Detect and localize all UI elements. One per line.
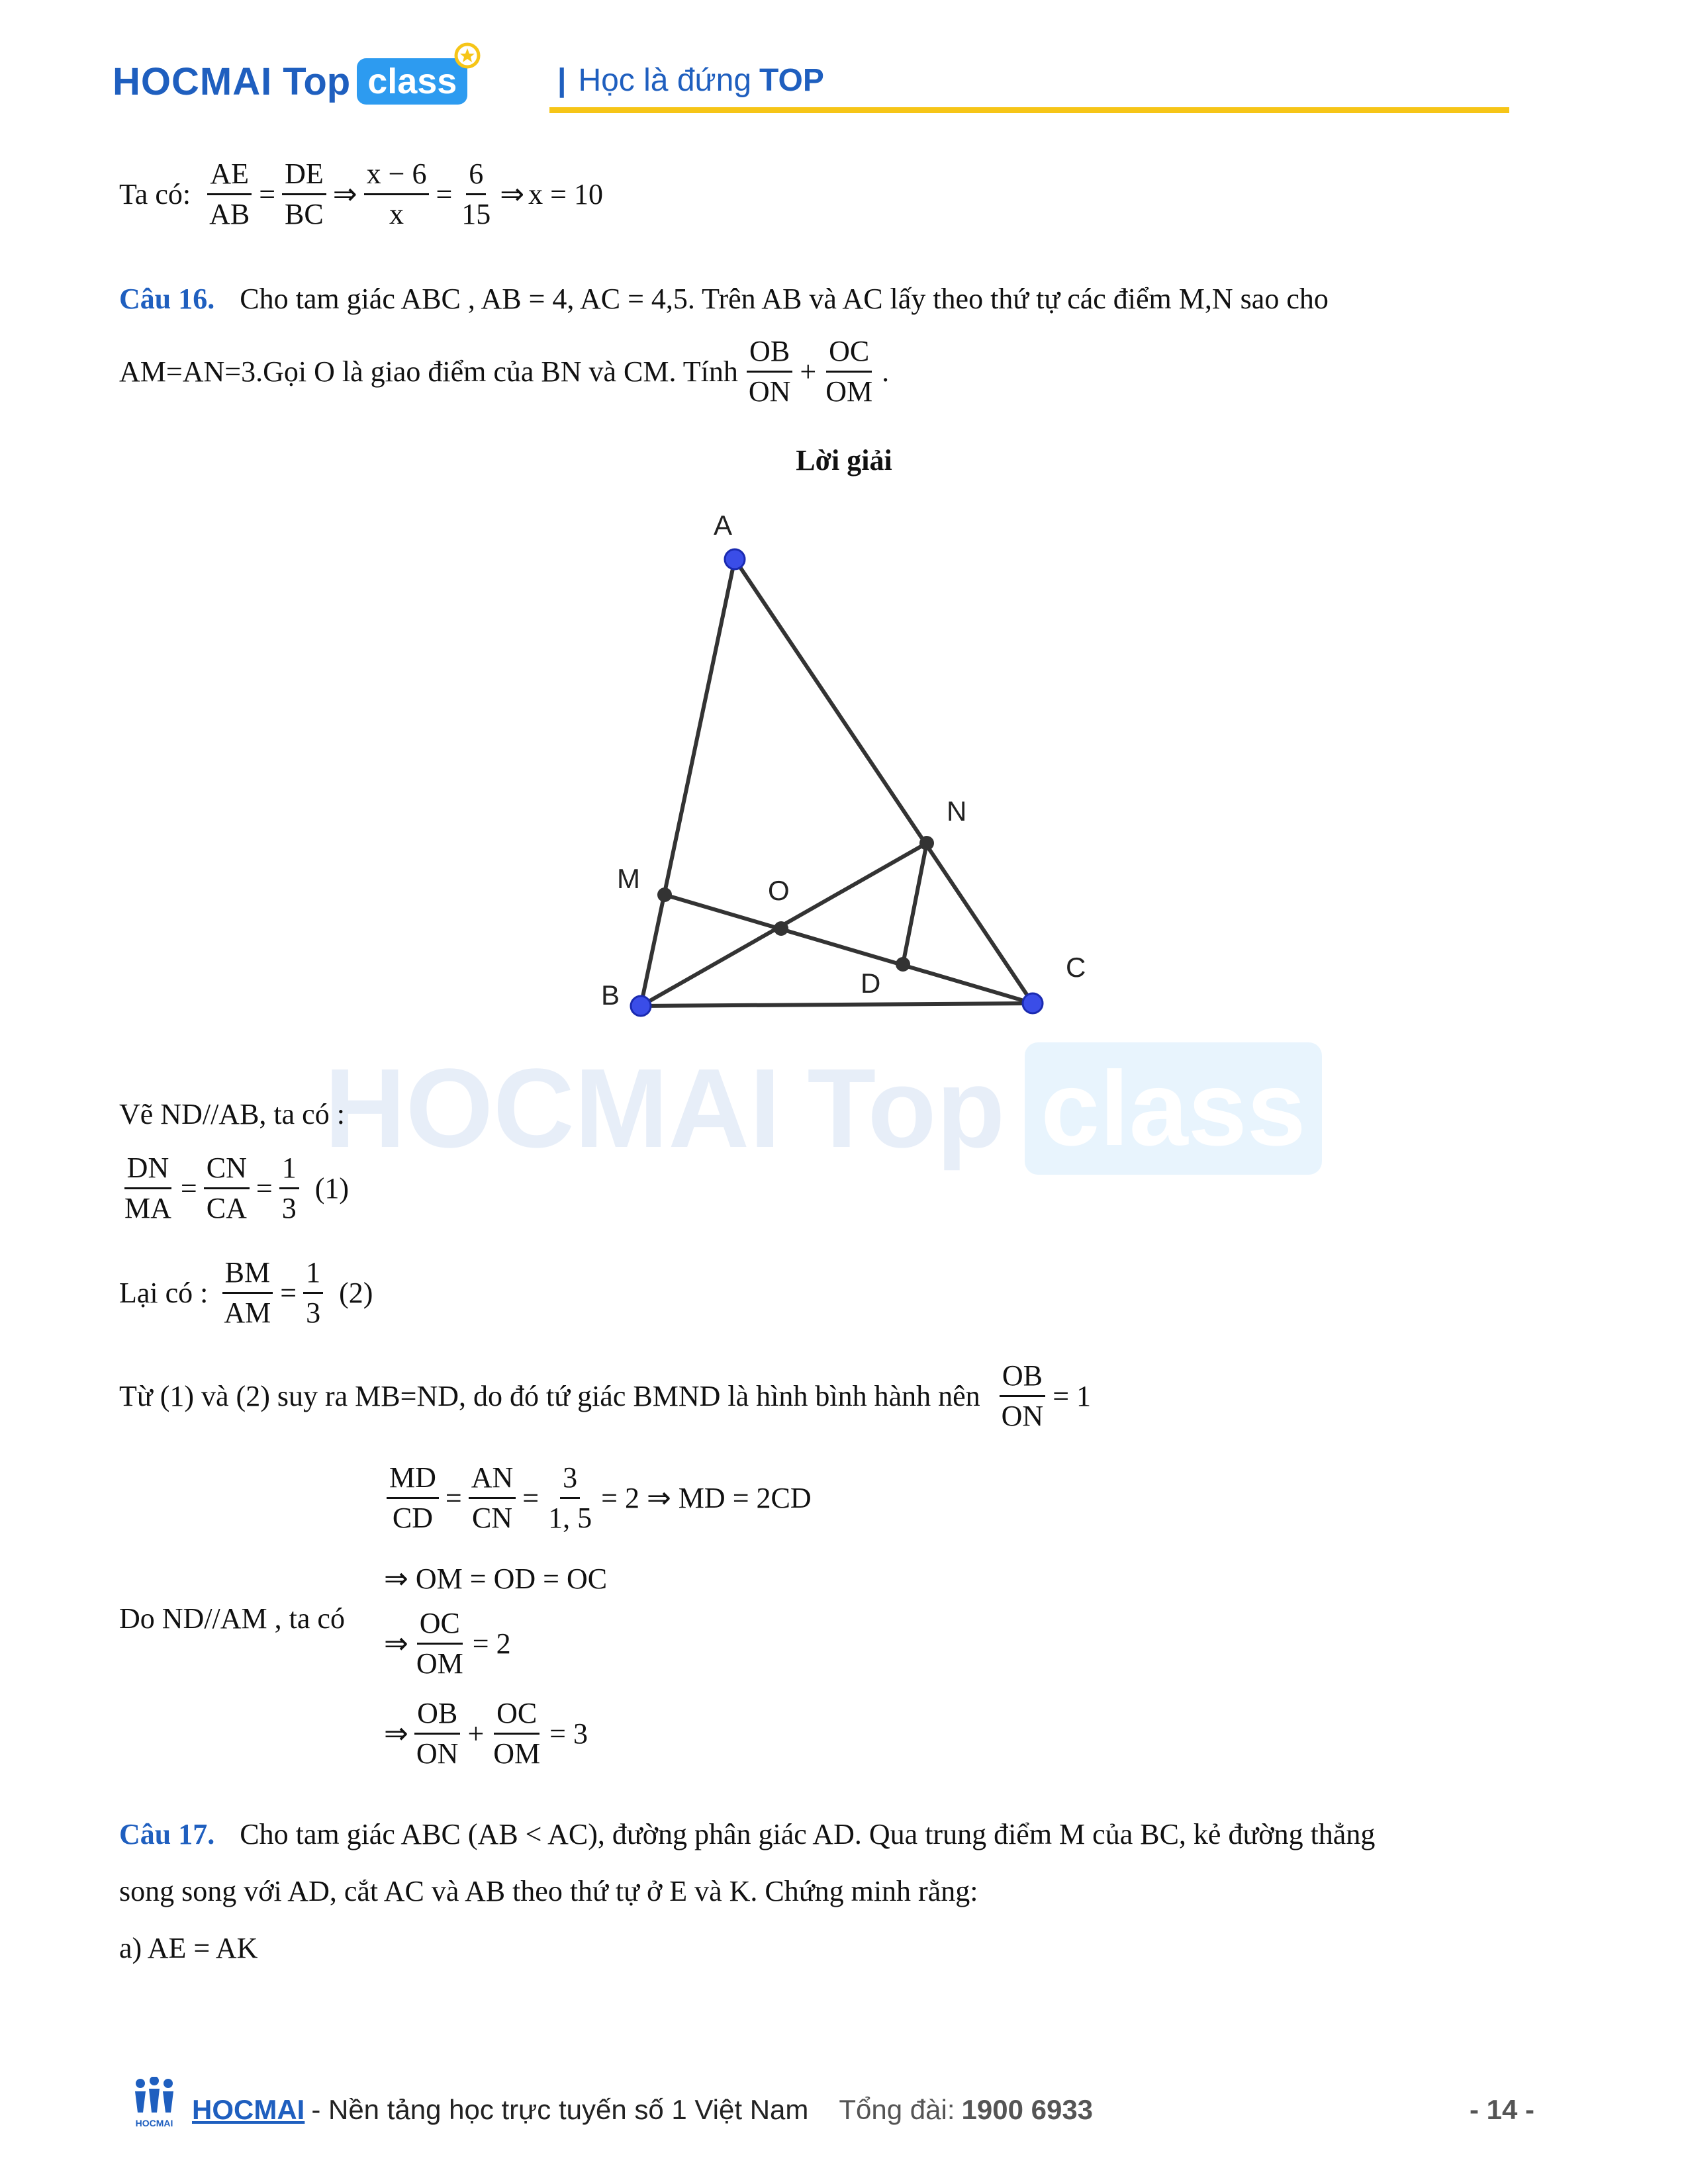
label-b: B [601,979,620,1011]
fraction: $\frac{OB}{ON}$ [414,1697,461,1770]
segment-nd [903,843,927,964]
logo-top: Top [283,60,351,103]
point-d [896,957,910,972]
footer-logo [131,2077,177,2130]
label-c: C [1066,952,1086,983]
label-o: O [768,875,790,906]
fraction: $\frac{DE}{BC}$ [282,158,326,231]
star-icon [453,41,482,70]
step-4: ⇒ $\frac{OB}{ON}$ + $\frac{OC}{OM}$ = 3 [384,1697,588,1770]
fraction: $\frac{OC}{OM}$ [416,1607,463,1680]
header-accent-line [549,107,1509,113]
logo-class: class [367,62,457,101]
do-line: Do ND//AM , ta có [119,1602,345,1635]
step-2: ⇒ OM = OD = OC [384,1563,608,1595]
fraction: $\frac{DN}{MA}$ [124,1152,171,1224]
fraction: $\frac{1}{3}$ [303,1256,323,1330]
step-3: ⇒ $\frac{OC}{OM}$ = 2 [384,1607,511,1680]
slogan-text: Học là đứng [578,62,752,98]
footer-brand-link[interactable]: HOCMAI [192,2094,305,2125]
hocmai-people-icon [131,2077,177,2114]
fraction: $\frac{AN}{CN}$ [469,1461,516,1535]
fraction: $\frac{OC}{OM}$ [493,1697,541,1770]
footer-logo-text: HOCMAI [135,2118,173,2128]
fraction: $\frac{BM}{AM}$ [221,1256,273,1330]
footer-hotline-label: Tổng đài: [839,2094,955,2125]
point-n [919,836,934,850]
question-16-label: Câu 16. [119,283,215,315]
equation-1: $\frac{DN}{MA}$ = $\frac{CN}{CA}$ = $\frac{1}{3}$ (1) [119,1152,349,1225]
fraction: $\frac{OB}{ON}$ [746,335,794,408]
fraction: $\frac{6}{15}$ [461,158,491,230]
fraction: $\frac{OB}{ON}$ [999,1359,1047,1433]
label-d: D [861,968,881,999]
result: x = 10 [528,178,603,210]
fraction: $\frac{OC}{OM}$ [825,335,873,408]
question-16-line2: AM=AN=3.Gọi O là giao điểm của BN và CM. Tính $\frac{OB}{ON}$ + $\frac{OC}{OM}$ . [119,335,890,408]
segment-ab [641,559,735,1006]
question-17-label: Câu 17. [119,1818,215,1850]
fraction: $\frac{CN}{CA}$ [204,1152,250,1225]
slogan-divider: | [557,62,567,98]
draw-parallel-line: Vẽ ND//AB, ta có : [119,1098,345,1130]
point-a [725,549,745,569]
fraction: $\frac{1}{3}$ [279,1152,299,1225]
point-m [657,887,672,902]
page-number: - 14 - [1470,2094,1535,2125]
fraction: $\frac{3}{1, 5}$ [548,1461,592,1534]
point-c [1023,993,1043,1013]
question-17-line2: song song với AD, cắt AC và AB theo thứ tự ở E và K. Chứng minh rằng: [119,1875,978,1907]
label-m: M [617,863,640,894]
header-slogan [557,57,824,103]
ratio-equation: Ta có: $\frac{AE}{AB}$ = $\frac{DE}{BC}$ ⇒ $\frac{x - 6}{x}$ = $\frac{6}{15}$ ⇒ x = 10 [119,158,603,230]
label-n: N [947,796,967,827]
step-1: $\frac{MD}{CD}$ = $\frac{AN}{CN}$ = $\frac{3}{1, 5}$ = 2 ⇒ MD = 2CD [384,1461,812,1535]
equation-2: Lại có : $\frac{BM}{AM}$ = $\frac{1}{3}$ (2) [119,1256,373,1329]
segment-mc [665,895,1033,1003]
logo-hocmai: HOCMAI [113,60,273,103]
question-16-line1: Câu 16. Cho tam giác ABC , AB = 4, AC = 4,5. Trên AB và AC lấy theo thứ tự các điểm M,N sao cho [119,283,1329,315]
conclusion-line: Từ (1) và (2) suy ra MB=ND, do đó tứ giác BMND là hình bình hành nên $\frac{OB}{ON}$ = 1 [119,1359,1092,1432]
fraction: $\frac{AE}{AB}$ [207,158,252,231]
solution-title: Lời giải [796,444,892,477]
question-17-line1: Câu 17. Cho tam giác ABC (AB < AC), đường phân giác AD. Qua trung điểm M của BC, kẻ đường thẳng [119,1818,1376,1850]
fraction: $\frac{x - 6}{x}$ [364,158,430,231]
footer-text [192,2090,1093,2130]
label-a: A [714,510,733,541]
watermark: HOCMAI Top class [324,1042,1322,1175]
footer-hotline: 1900 6933 [961,2094,1094,2125]
fraction: $\frac{MD}{CD}$ [387,1461,439,1535]
header-logo [113,52,467,111]
point-b [631,996,651,1016]
point-o [774,921,788,936]
footer-tagline: - Nền tảng học trực tuyến số 1 Việt Nam [311,2094,809,2125]
segment-bc [641,1003,1033,1006]
ta-co-label: Ta có: [119,178,191,210]
question-17-line3: a) AE = AK [119,1932,258,1964]
logo-class-badge [357,58,467,105]
triangle-figure [583,503,1125,1032]
watermark-class-badge: class [1025,1042,1321,1175]
slogan-top: TOP [759,62,824,98]
segment-ac [735,559,1033,1003]
